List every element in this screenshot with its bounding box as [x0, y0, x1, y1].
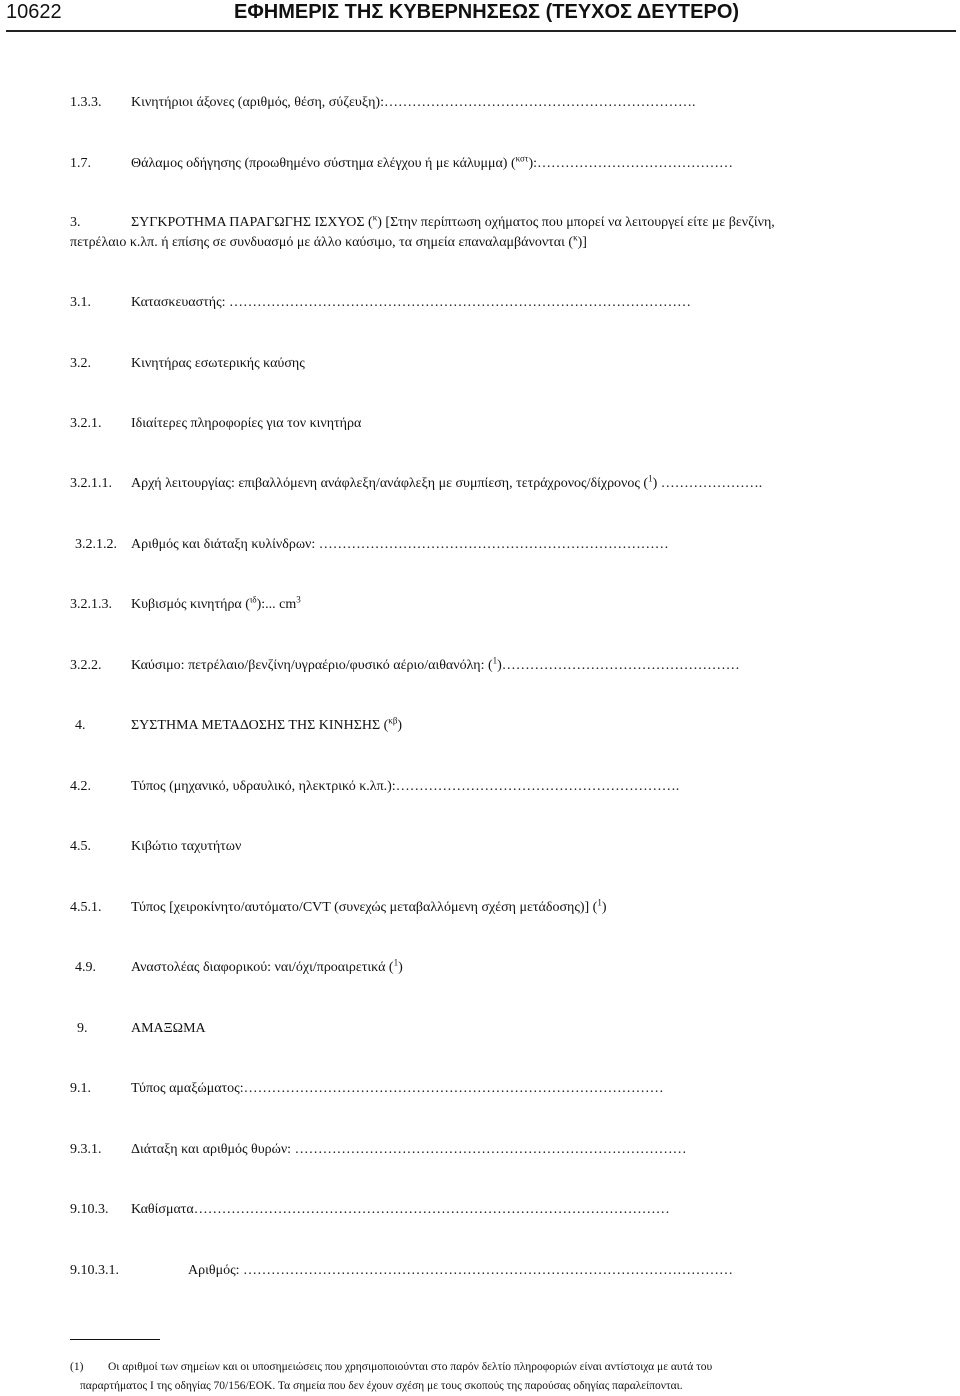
item-number: 3.1.: [70, 295, 91, 310]
footnote-text-line-1: Οι αριθμοί των σημείων και οι υποσημειώσεις που χρησιμοποιούνται στο παρόν δελτίο πληροφοριών είναι αντίστοιχα με αυτά του: [108, 1361, 713, 1373]
item-number: 3.2.: [70, 356, 91, 371]
page-header: [6, 0, 956, 32]
item-number: 3.2.2.: [70, 658, 102, 673]
footnote-ref: 1: [597, 897, 602, 908]
footnote-mark: (1): [70, 1361, 84, 1373]
item-number: 9.3.1.: [70, 1142, 102, 1157]
item-number: 3.2.1.: [70, 416, 102, 431]
item-text: Ιδιαίτερες πληροφορίες για τον κινητήρα: [131, 416, 362, 431]
item-text: ΣΥΣΤΗΜΑ ΜΕΤΑΔΟΣΗΣ ΤΗΣ ΚΙΝΗΣΗΣ ($^{\kappa\beta}$): [131, 715, 403, 733]
item-text: Τύπος [χειροκίνητο/αυτόματο/CVT (συνεχώς μεταβαλλόμενη σχέση μετάδοσης)] ($^1$): [131, 897, 607, 915]
footnote-divider: [70, 1339, 160, 1340]
item-text: Αναστολέας διαφορικού: ναι/όχι/προαιρετικά ($^1$): [131, 957, 403, 975]
footnote-ref: κ: [372, 212, 378, 223]
item-number: 4.2.: [70, 779, 91, 794]
item-text-continued: πετρέλαιο κ.λπ. ή επίσης σε συνδυασμό με άλλο καύσιμο, τα σημεία επαναλαμβάνονται ($^\kappa$)]: [70, 232, 587, 250]
item-text: Αριθμός: ……………………………………………………………………………………………: [188, 1263, 734, 1278]
item-text: ΑΜΑΞΩΜΑ: [131, 1021, 206, 1036]
item-number: 3.2.1.1.: [70, 476, 112, 491]
item-number: 3.: [70, 215, 81, 230]
item-number: 4.: [75, 718, 86, 733]
item-text: Κινητήριοι άξονες (αριθμός, θέση, σύζευξη):………………………………………………………….: [131, 95, 696, 110]
item-text: Κυβισμός κινητήρα ($^{\iota\delta}$):... $cm^3$: [131, 594, 301, 612]
item-number: 9.10.3.1.: [70, 1263, 119, 1278]
footnote-ref: κ: [573, 232, 578, 243]
item-number: 4.9.: [75, 960, 96, 975]
item-number: 9.10.3.: [70, 1202, 109, 1217]
footnote-ref: ιδ: [249, 594, 257, 605]
page-number: 10622: [6, 1, 62, 23]
footnote-ref: κβ: [388, 715, 398, 726]
item-number: 1.3.3.: [70, 95, 102, 110]
item-text: Αρχή λειτουργίας: επιβαλλόμενη ανάφλεξη/ανάφλεξη με συμπίεση, τετράχρονος/δίχρονος ($^1$) ………………….: [131, 473, 763, 491]
gazette-title: ΕΦΗΜΕΡΙΣ ΤΗΣ ΚΥΒΕΡΝΗΣΕΩΣ (ΤΕΥΧΟΣ ΔΕΥΤΕΡΟ): [234, 1, 740, 23]
footnote-ref: 1: [492, 655, 498, 666]
footnote-ref: κστ: [515, 153, 529, 164]
item-text: Καθίσματα…………………………………………………………………………………………: [131, 1202, 670, 1217]
item-number: 4.5.1.: [70, 900, 102, 915]
item-text: Κατασκευαστής: ………………………………………………………………………………………: [131, 295, 692, 310]
item-number: 3.2.1.2.: [75, 537, 117, 552]
item-text: ΣΥΓΚΡΟΤΗΜΑ ΠΑΡΑΓΩΓΗΣ ΙΣΧΥΟΣ ($^\kappa$) [Στην περίπτωση οχήματος που μπορεί να λειτουργεί είτε με βενζίνη,: [131, 212, 775, 230]
item-text: Θάλαμος οδήγησης (προωθημένο σύστημα ελέγχου ή με κάλυμμα) ($^{\kappa\sigma\tau}$):……………………………………: [131, 153, 733, 171]
item-text: Τύπος αμαξώματος:………………………………………………………………………………: [131, 1081, 664, 1096]
item-text: Διάταξη και αριθμός θυρών: …………………………………………………………………………: [131, 1142, 687, 1157]
item-number: 3.2.1.3.: [70, 597, 112, 612]
item-text: Κιβώτιο ταχυτήτων: [131, 839, 242, 854]
item-number: 9.: [77, 1021, 88, 1036]
footnote-ref: 1: [648, 473, 653, 484]
item-number: 4.5.: [70, 839, 91, 854]
footnote-ref: 1: [393, 957, 399, 968]
item-text: Καύσιμο: πετρέλαιο/βενζίνη/υγραέριο/φυσικό αέριο/αιθανόλη: ($^1$)……………………………………………: [131, 655, 740, 673]
item-number: 9.1.: [70, 1081, 91, 1096]
item-text: Αριθμός και διάταξη κυλίνδρων: …………………………………………………………………: [131, 537, 669, 552]
item-number: 1.7.: [70, 156, 91, 171]
unit-exponent: 3: [296, 594, 301, 605]
item-text: Κινητήρας εσωτερικής καύσης: [131, 356, 305, 371]
footnote-text-line-2: παραρτήματος I της οδηγίας 70/156/ΕΟΚ. Τα σημεία που δεν έχουν σχέση με τους σκοπούς της παρούσας οδηγίας παραλείπονται.: [80, 1380, 683, 1392]
item-text: Τύπος (μηχανικό, υδραυλικό, ηλεκτρικό κ.λπ.):…………………………………………………….: [131, 779, 680, 794]
